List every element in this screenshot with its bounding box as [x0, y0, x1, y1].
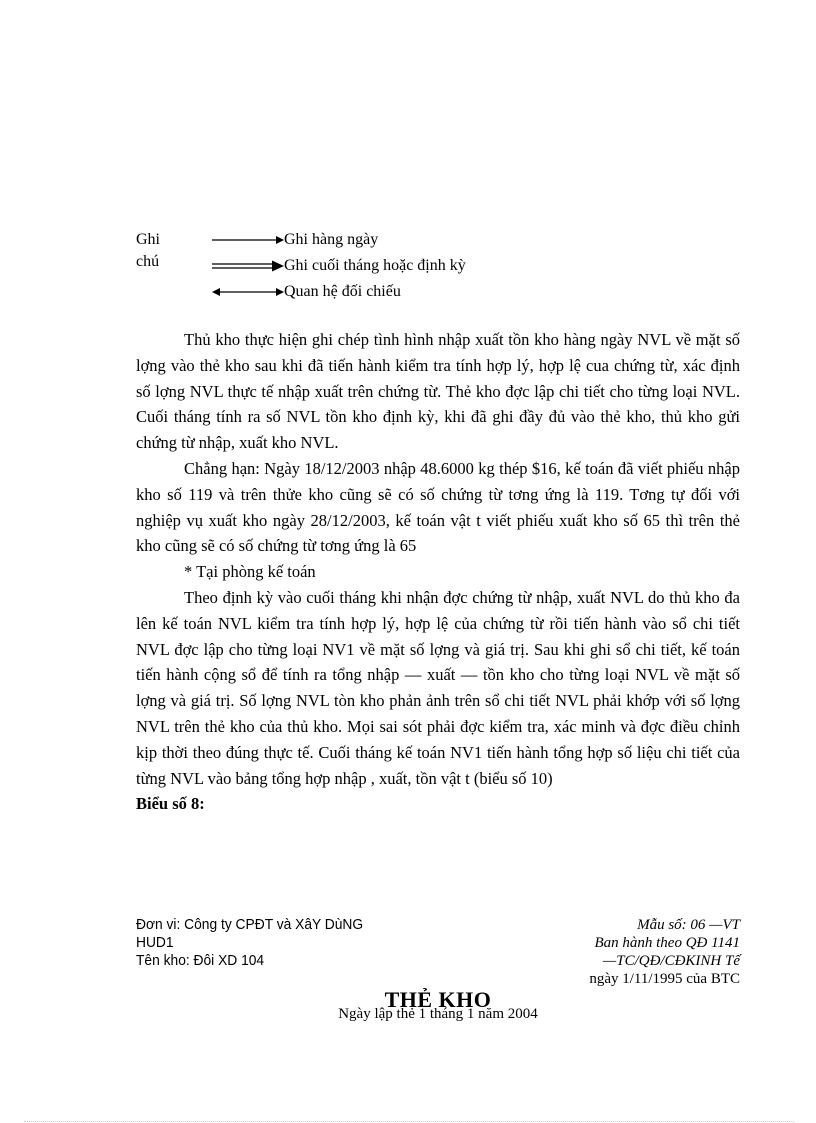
legend-text-periodic: Ghi cuối tháng hoặc định kỳ: [284, 257, 466, 274]
unit-code: HUD1: [136, 934, 174, 951]
form-date: Ngày lập thẻ 1 tháng 1 năm 2004: [338, 1006, 538, 1022]
paragraph-example: Chẳng hạn: Ngày 18/12/2003 nhập 48.6000 kg thép $16, kế toán đã viết phiếu nhập kho số 119 và trên thửe kho cũng sẽ có số chứng từ tơng ứng là 119. Tơng tự đối với nghiệp vụ xuất kho ngày 28/12/2003, kế toán vật t viết phiếu xuất kho số 65 thì trên thẻ kho cũng sẽ có số chứng từ tơng ứng là 65: [136, 458, 740, 556]
legend-label: Ghi chú: [136, 231, 160, 270]
warehouse-name: Tên kho: Đôi XD 104: [136, 952, 265, 969]
paragraph-warehouse-keeper: Thủ kho thực hiện ghi chép tình hình nhập xuất tồn kho hàng ngày NVL về mặt số lợng vào thẻ kho sau khi đã tiến hành kiểm tra tính hợp lý, hợp lệ cua chứng từ, xác định số lợng NVL thực tế nhập xuất trên chứng từ. Thẻ kho đợc lập chi tiết cho từng loại NVL. Cuối tháng tính ra số NVL tồn kho định kỳ, khi đã ghi đầy đủ vào thẻ kho, thủ kho gửi chứng từ nhập, xuất kho NVL.: [136, 330, 740, 453]
body-text: [136, 327, 740, 817]
issued-by: Ban hành theo QĐ 1141: [594, 935, 740, 951]
page-divider: [24, 1121, 794, 1122]
decision-code: —TC/QĐ/CĐKINH Tế: [602, 953, 740, 969]
single-arrow-icon: [212, 233, 284, 247]
paragraph-accounting-room: * Tại phòng kế toán: [184, 562, 316, 582]
form-template-info: [480, 916, 740, 988]
paragraph-periodic: Theo định kỳ vào cuối tháng khi nhận đợc chứng từ nhập, xuất NVL do thủ kho đa lên kế toán NVL kiểm tra tính hợp lý, hợp lệ của chứng từ rồi tiến hành vào sổ chi tiết NVL đợc lập cho từng loại NV1 về mặt số lợng và giá trị. Sau khi ghi sổ chi tiết, kế toán tiến hành cộng sổ để tính ra tổng nhập — xuất — tồn kho cho từng loại NVL về mặt số lợng và giá trị. Số lợng NVL tòn kho phản ảnh trên sổ chi tiết NVL phải khớp với số lợng NVL trên thẻ kho của thủ kho. Mọi sai sót phải đợc kiểm tra, xác minh và đợc điều chỉnh kịp thời theo đúng thực tế. Cuối tháng kế toán NV1 tiến hành tổng hợp số liệu chi tiết của từng NVL vào bảng tổng hợp nhập , xuất, tồn vật t (biểu số 10): [136, 587, 740, 788]
legend-text-reconcile: Quan hệ đối chiếu: [284, 283, 401, 300]
issue-date: ngày 1/11/1995 của BTC: [589, 971, 740, 987]
bidirectional-arrow-icon: [212, 285, 284, 299]
double-arrow-icon: [212, 259, 284, 273]
legend-text-daily: Ghi hàng ngày: [284, 231, 379, 248]
form-unit-info: [136, 916, 363, 970]
unit-name: Đơn vi: Công ty CPĐT và XâY DùNG: [136, 916, 364, 933]
template-number: Mẫu số: 06 —VT: [637, 917, 740, 933]
section-heading: Biểu số 8:: [136, 794, 205, 814]
form-title: THẺ KHO: [384, 987, 492, 1012]
